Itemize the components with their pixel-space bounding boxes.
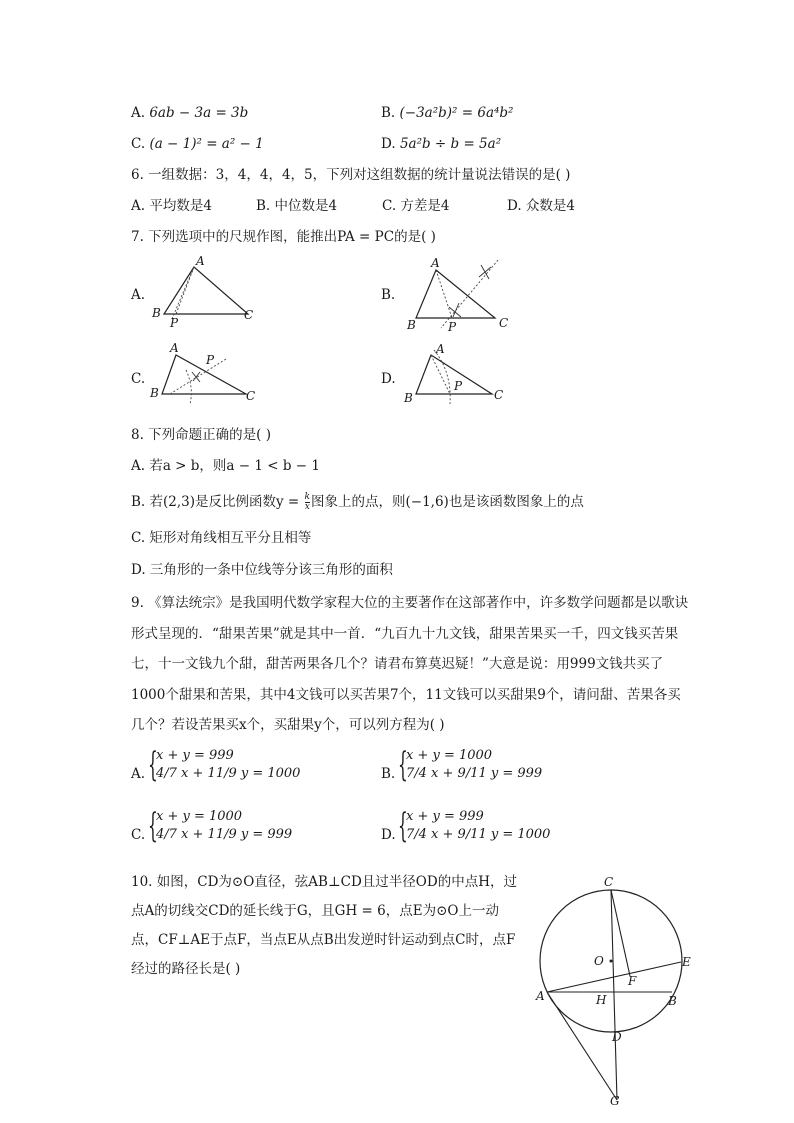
point-label-b: B [150, 386, 159, 400]
fraction-denominator: x [304, 502, 310, 512]
label-e: E [682, 955, 691, 969]
tangent-ag [547, 992, 617, 1100]
brace-icon: { [148, 745, 158, 785]
label-a: A [536, 989, 545, 1003]
q8-option-d: D. 三角形的一条中位线等分该三角形的面积 [131, 562, 393, 578]
q6-option-c: C. 方差是4 [382, 198, 450, 214]
arc-mark [449, 303, 461, 317]
point-label-p: P [454, 379, 463, 393]
q9-option-b-system [406, 747, 542, 783]
arc-construction [186, 370, 191, 404]
brace-icon: { [148, 806, 158, 846]
option-label: D. [381, 136, 396, 152]
option-text: 6ab − 3a = 3b [149, 105, 249, 121]
label-h: H [596, 993, 607, 1007]
point-label-c: C [494, 388, 504, 402]
diameter-cd [611, 890, 617, 1100]
label-o: O [594, 954, 604, 968]
q9-option-d-label: D. [381, 827, 396, 843]
q8-stem: 8. 下列命题正确的是( ) [131, 427, 271, 443]
q8-option-b [131, 493, 584, 512]
point-label-c: C [499, 316, 509, 330]
option-text: (−3a²b)² = 6a⁴b² [399, 105, 514, 121]
q9-option-a-label: A. [131, 766, 146, 782]
q9-option-c-system [156, 808, 292, 844]
equation-2: 7/4 x + 9/11 y = 999 [406, 766, 543, 781]
option-label: B. [381, 105, 396, 121]
fraction-numerator: k [304, 492, 310, 502]
q7-option-c-label: C. [131, 371, 146, 387]
q7-figure-b [403, 255, 523, 334]
label-c: C [604, 875, 614, 889]
q9-option-d-system [406, 808, 550, 844]
point-label-a: A [170, 341, 179, 355]
equation-2: 7/4 x + 9/11 y = 1000 [406, 827, 551, 842]
brace-icon: { [398, 806, 408, 846]
equation-1: x + y = 1000 [156, 809, 243, 824]
label-f: F [628, 974, 637, 988]
label-b: B [668, 994, 677, 1008]
label-d: D [612, 1030, 622, 1044]
option-text: (a − 1)² = a² − 1 [149, 136, 264, 152]
label-g: G [610, 1094, 620, 1108]
q8-option-a: A. 若a > b，则a − 1 < b − 1 [131, 458, 320, 474]
option-text: B. 若(2,3)是反比例函数y = [131, 494, 304, 510]
q6-option-a: A. 平均数是4 [131, 198, 212, 214]
q5-option-d [381, 135, 501, 153]
point-label-b: B [407, 318, 416, 332]
q6-option-d: D. 众数是4 [507, 198, 576, 214]
equation-2: 4/7 x + 11/9 y = 999 [156, 827, 293, 842]
option-label: A. [131, 105, 146, 121]
q7-stem: 7. 下列选项中的尺规作图，能推出PA = PC的是( ) [131, 229, 436, 245]
segment-cf [611, 890, 630, 976]
q10-figure [530, 870, 700, 1110]
arc-mark [479, 265, 491, 279]
q6-stem: 6. 一组数据：3，4，4，4，5，下列对这组数据的统计量说法错误的是( ) [131, 167, 571, 183]
equation-1: x + y = 999 [156, 748, 234, 763]
center-dot [610, 960, 613, 963]
point-label-b: B [404, 391, 413, 405]
point-label-p: P [206, 353, 215, 367]
point-label-a: A [431, 256, 440, 270]
q7-figure-c [148, 342, 268, 410]
q5-option-b [381, 104, 513, 122]
equation-1: x + y = 999 [406, 809, 484, 824]
equation-2: 4/7 x + 11/9 y = 1000 [156, 766, 301, 781]
point-label-a: A [436, 342, 445, 356]
point-label-p: P [170, 316, 179, 330]
q9-option-c-label: C. [131, 827, 146, 843]
point-label-a: A [196, 254, 205, 268]
q7-figure-d [400, 342, 520, 410]
perpendicular-bisector [170, 359, 226, 394]
q9-text: 9. 《算法统宗》是我国明代数学家程大位的主要著作在这部著作中，许多数学问题都是以歌诀形式呈现的．“甜果苦果”就是其中一首．“九百九十九文钱，甜果苦果买一千，四文钱买苦果七，十一文钱九个甜，甜苦两果各几个？请君布算莫迟疑！”大意是说：用999文钱共买了1000个甜果和苦果，其中4文钱可以买苦果7个，11文钱可以买甜果9个，请问甜、苦果各买几个？若设苦果买x个，买甜果y个，可以列方程为( ) [131, 595, 689, 733]
equation-1: x + y = 1000 [406, 748, 493, 763]
q9-option-b-label: B. [381, 766, 396, 782]
option-label: C. [131, 136, 146, 152]
point-label-b: B [152, 306, 161, 320]
q7-option-d-label: D. [381, 371, 396, 387]
q5-option-a [131, 104, 248, 122]
q9-option-a-system [156, 747, 300, 783]
q7-option-a-label: A. [131, 287, 146, 303]
q10-text: 10. 如图，CD为⊙O直径，弦AB⊥CD且过半径OD的中点H，过点A的切线交CD的延长线于G，且GH = 6，点E为⊙O上一动点，CF⊥AE于点F，当点E从点B出发逆时针运动到点C时，点F经过的路径长是( ) [131, 874, 517, 977]
q8-option-c: C. 矩形对角线相互平分且相等 [131, 530, 312, 546]
q5-option-c [131, 135, 264, 153]
triangle [162, 355, 246, 394]
point-label-c: C [244, 308, 254, 322]
brace-icon: { [398, 745, 408, 785]
option-text: 图象上的点，则(−1,6)也是该函数图象上的点 [311, 494, 584, 510]
arc-mark [192, 372, 200, 382]
point-label-p: P [448, 320, 457, 334]
q6-option-b: B. 中位数是4 [256, 198, 338, 214]
option-text: 5a²b ÷ b = 5a² [399, 136, 502, 152]
fraction [305, 493, 310, 512]
q7-option-b-label: B. [381, 287, 396, 303]
q7-figure-a [148, 255, 268, 330]
point-label-c: C [246, 389, 256, 403]
